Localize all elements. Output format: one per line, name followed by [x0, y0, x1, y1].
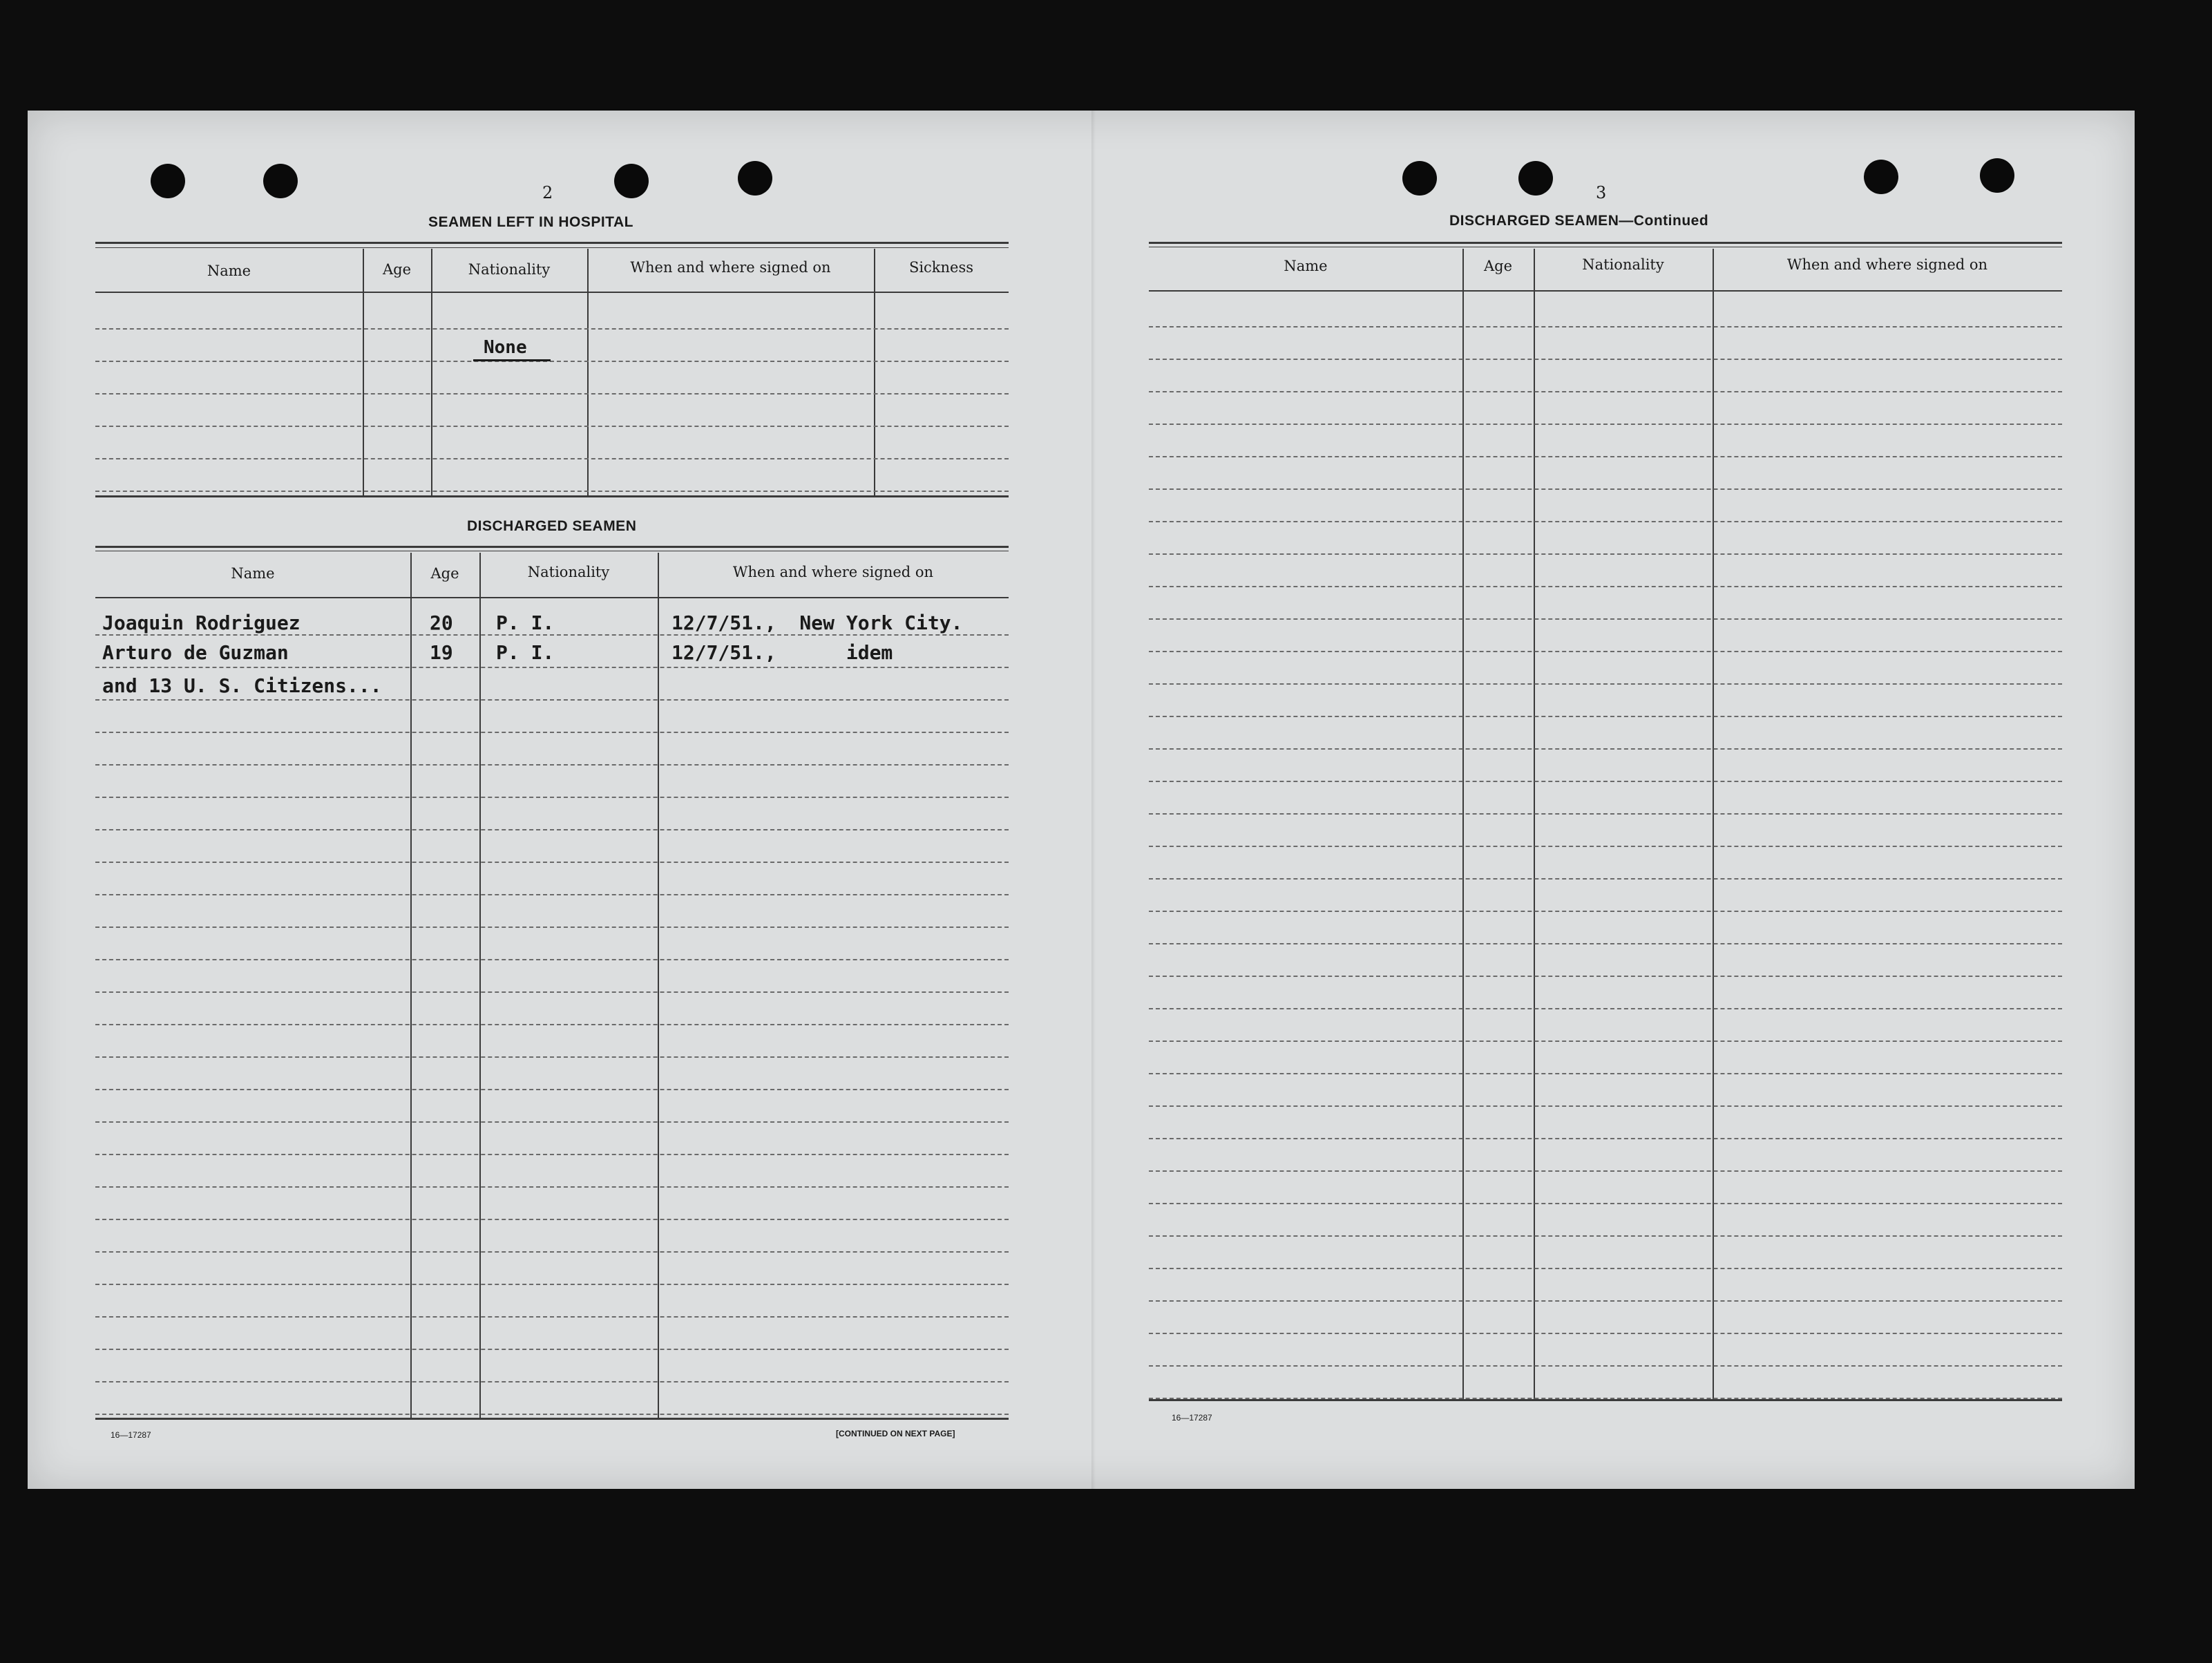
ruled-line [1149, 846, 2062, 847]
discharged-row-2-nationality: P. I. [496, 641, 555, 664]
ruled-line [1149, 1398, 2062, 1399]
punch-hole [151, 164, 185, 198]
discharged-col-divider [410, 553, 412, 1418]
right-header-signed-on: When and where signed on [1786, 256, 1988, 273]
ruled-line [95, 926, 1009, 928]
ruled-line [95, 426, 1009, 427]
discharged-row-3-name: and 13 U. S. Citizens... [102, 674, 382, 697]
document-sheet [28, 111, 2135, 1489]
ruled-line [1149, 521, 2062, 522]
right-top-rule [1149, 242, 2062, 244]
right-col-divider [1713, 249, 1714, 1399]
discharged-header-nationality: Nationality [527, 564, 610, 580]
ruled-line [1149, 716, 2062, 717]
hospital-header-age: Age [382, 261, 412, 278]
punch-hole [614, 164, 649, 198]
ruled-line [95, 1349, 1009, 1350]
right-header-age: Age [1483, 258, 1513, 274]
ruled-line [95, 764, 1009, 766]
hospital-header-nationality: Nationality [468, 261, 551, 278]
ruled-line [95, 1186, 1009, 1188]
right-bottom-rule [1149, 1399, 2062, 1401]
punch-hole [738, 161, 772, 196]
discharged-section-title: DISCHARGED SEAMEN [467, 518, 637, 534]
ruled-line [95, 491, 1009, 492]
punch-hole [263, 164, 298, 198]
discharged-header-age: Age [430, 565, 459, 582]
ruled-line [1149, 618, 2062, 620]
ruled-line [1149, 651, 2062, 652]
continued-note: [CONTINUED ON NEXT PAGE] [836, 1429, 955, 1438]
right-header-name: Name [1284, 258, 1328, 274]
ruled-line [1149, 488, 2062, 490]
ruled-line [95, 1316, 1009, 1318]
punch-hole [1402, 161, 1437, 196]
ruled-line [95, 1219, 1009, 1220]
discharged-row-1-name: Joaquin Rodriguez [102, 611, 301, 634]
ruled-line [1149, 1333, 2062, 1334]
ruled-line [1149, 683, 2062, 685]
ruled-line [95, 1381, 1009, 1382]
hospital-top-rule-thin [95, 247, 1009, 248]
ruled-line [95, 1089, 1009, 1090]
ruled-line [1149, 813, 2062, 815]
ruled-line [1149, 553, 2062, 555]
hospital-none-underline [473, 359, 551, 361]
ruled-line [1149, 1300, 2062, 1302]
discharged-top-rule [95, 546, 1009, 548]
ruled-line [1149, 1268, 2062, 1269]
right-header-rule [1149, 290, 2062, 292]
ruled-line [95, 699, 1009, 701]
hospital-none-entry: None [484, 337, 527, 358]
ruled-line [1149, 1170, 2062, 1172]
ruled-line [95, 732, 1009, 733]
punch-hole [1980, 158, 2014, 193]
right-header-nationality: Nationality [1582, 256, 1664, 273]
discharged-row-2-age: 19 [430, 641, 453, 664]
ruled-line [95, 634, 1009, 636]
ruled-line [1149, 1235, 2062, 1237]
ruled-line [1149, 1138, 2062, 1139]
ruled-line [1149, 424, 2062, 425]
ruled-line [95, 1414, 1009, 1415]
discharged-row-1-age: 20 [430, 611, 453, 634]
ruled-line [95, 667, 1009, 668]
ruled-line [95, 862, 1009, 863]
ruled-line [1149, 878, 2062, 880]
discharged-row-1-nationality: P. I. [496, 611, 555, 634]
ruled-line [95, 1284, 1009, 1285]
hospital-bottom-rule [95, 495, 1009, 497]
discharged-col-divider [658, 553, 659, 1418]
punch-hole [1864, 160, 1898, 194]
ruled-line [95, 393, 1009, 395]
ruled-line [95, 1154, 1009, 1155]
right-col-divider [1462, 249, 1464, 1399]
ruled-line [1149, 359, 2062, 360]
discharged-row-1-signed-on: 12/7/51., New York City. [671, 611, 963, 634]
ruled-line [95, 959, 1009, 960]
right-page-number: 3 [1596, 183, 1607, 202]
ruled-line [1149, 943, 2062, 944]
ruled-line [1149, 1040, 2062, 1042]
discharged-header-name: Name [231, 565, 275, 582]
ruled-line [1149, 748, 2062, 750]
ruled-line [95, 1056, 1009, 1058]
discharged-header-signed-on: When and where signed on [732, 564, 934, 580]
hospital-header-signed-on: When and where signed on [630, 259, 831, 276]
discharged-header-rule [95, 597, 1009, 598]
ruled-line [95, 1121, 1009, 1123]
ruled-line [1149, 1073, 2062, 1074]
ruled-line [1149, 586, 2062, 587]
ruled-line [1149, 391, 2062, 392]
right-form-number: 16—17287 [1172, 1413, 1212, 1423]
discharged-col-divider [479, 553, 481, 1418]
right-col-divider [1534, 249, 1535, 1399]
ruled-line [1149, 1203, 2062, 1204]
ruled-line [95, 991, 1009, 993]
ruled-line [95, 328, 1009, 330]
right-section-title: DISCHARGED SEAMEN—Continued [1449, 213, 1709, 229]
ruled-line [95, 829, 1009, 830]
ruled-line [95, 1251, 1009, 1253]
ruled-line [1149, 781, 2062, 782]
left-form-number: 16—17287 [111, 1430, 151, 1440]
ruled-line [1149, 1008, 2062, 1009]
discharged-row-2-signed-on: 12/7/51., idem [671, 641, 893, 664]
left-page-number: 2 [542, 183, 553, 202]
ruled-line [95, 894, 1009, 895]
ruled-line [1149, 911, 2062, 912]
ruled-line [1149, 1105, 2062, 1107]
hospital-section-title: SEAMEN LEFT IN HOSPITAL [428, 214, 633, 230]
ruled-line [1149, 1365, 2062, 1367]
hospital-header-sickness: Sickness [908, 259, 974, 276]
discharged-row-2-name: Arturo de Guzman [102, 641, 289, 664]
hospital-top-rule [95, 242, 1009, 244]
punch-hole [1518, 161, 1553, 196]
ruled-line [95, 1024, 1009, 1025]
hospital-header-name: Name [207, 263, 251, 279]
ruled-line [1149, 976, 2062, 977]
ruled-line [95, 361, 1009, 362]
hospital-header-rule [95, 292, 1009, 293]
page-fold [1091, 111, 1096, 1489]
discharged-bottom-rule [95, 1418, 1009, 1420]
ruled-line [1149, 326, 2062, 327]
ruled-line [95, 797, 1009, 798]
ruled-line [95, 458, 1009, 459]
ruled-line [1149, 456, 2062, 457]
